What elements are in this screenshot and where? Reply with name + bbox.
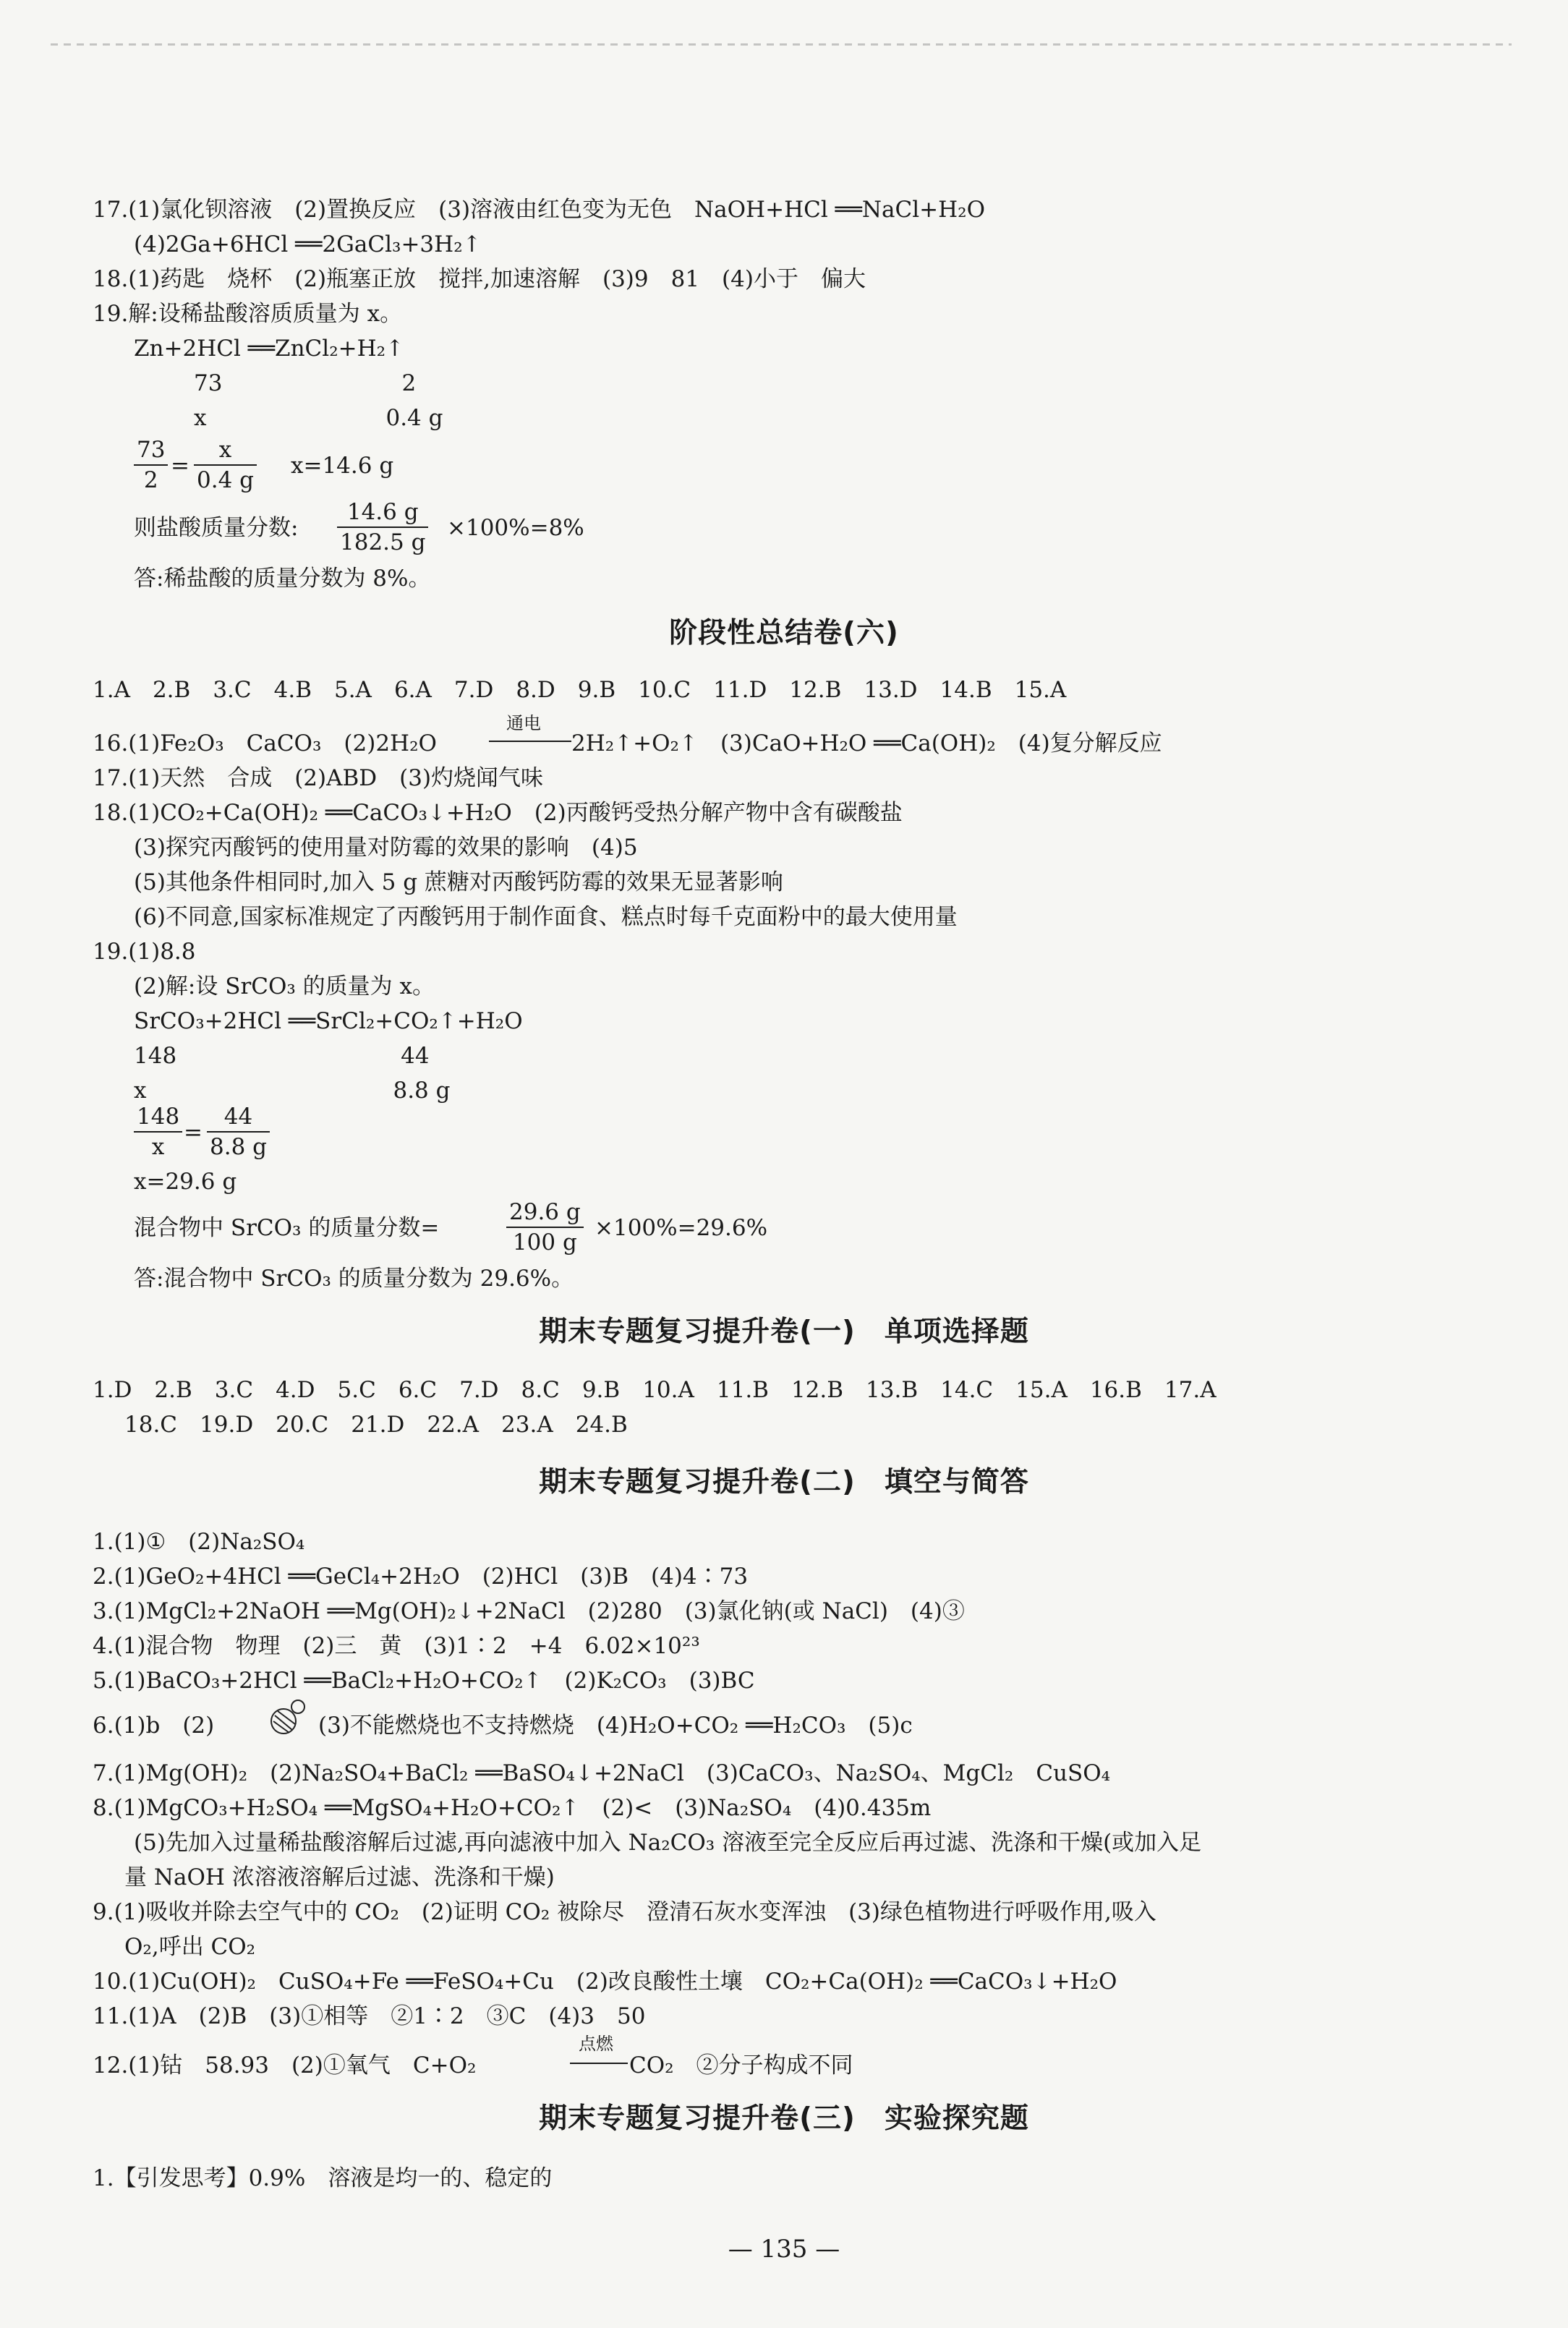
fraction-x-over-0-4g: $\frac{x}{0.4 g}$ [194,435,257,495]
final2-answer-1: 1.(1)① (2)Na₂SO₄ [93,1529,305,1555]
final2-answer-12-b: CO₂ ②分子构成不同 [629,2052,853,2078]
answer-6-18-3: (3)探究丙酸钙的使用量对防霉的效果的影响 (4)5 [134,835,638,861]
fraction-148-over-x: $\frac{148}{x}$ [134,1102,182,1161]
top-scan-border [51,43,1512,46]
answer-19-conclusion: 答:稀盐酸的质量分数为 8%。 [134,566,431,592]
equals-sign: = [171,453,189,479]
answer-6-17: 17.(1)天然 合成 (2)ABD (3)灼烧闻气味 [93,765,544,791]
ratio-row-148: 148 44 [134,1043,430,1069]
final3-answer-1: 1.【引发思考】0.9% 溶液是均一的、稳定的 [93,2165,553,2191]
answer-17: 17.(1)氯化钡溶液 (2)置换反应 (3)溶液由红色变为无色 NaOH+HCl ══NaCl+H₂O [93,197,986,223]
section-title-final-3: 期末专题复习提升卷(三) 实验探究题 [539,2102,1029,2135]
srco3-fraction-result: ×100%=29.6% [595,1215,768,1241]
answer-18: 18.(1)药匙 烧杯 (2)瓶塞正放 搅拌,加速溶解 (3)9 81 (4)小于 偏大 [93,266,866,292]
section-title-final-2: 期末专题复习提升卷(二) 填空与简答 [539,1466,1029,1498]
ratio-row-1: 73 2 [194,370,417,396]
final2-answer-9-a: 9.(1)吸收并除去空气中的 CO₂ (2)证明 CO₂ 被除尽 澄清石灰水变浑浊 (3)绿色植物进行呼吸作用,吸入 [93,1899,1156,1925]
page-number: — 135 — [728,2235,840,2264]
ratio-row-2: x 0.4 g [194,405,443,431]
final1-answers-b: 18.C 19.D 20.C 21.D 22.A 23.A 24.B [124,1412,628,1438]
equals-sign-2: = [184,1120,203,1146]
condition-electrolysis: 通电 [506,713,541,733]
final2-answer-9-b: O₂,呼出 CO₂ [124,1934,256,1960]
section-title-6: 阶段性总结卷(六) [669,617,899,649]
final2-answer-7: 7.(1)Mg(OH)₂ (2)Na₂SO₄+BaCl₂ ══BaSO₄↓+2NaCl (3)CaCO₃、Na₂SO₄、MgCl₂ CuSO₄ [93,1760,1111,1786]
answer-6-18-6: (6)不同意,国家标准规定了丙酸钙用于制作面食、糕点时每千克面粉中的最大使用量 [134,904,958,930]
final2-answer-6-b: (3)不能燃烧也不支持燃烧 (4)H₂O+CO₂ ══H₂CO₃ (5)c [318,1713,913,1739]
answer-6-18-5: (5)其他条件相同时,加入 5 g 蔗糖对丙酸钙防霉的效果无显著影响 [134,869,783,895]
mass-fraction-result: ×100%=8% [447,515,584,541]
molecule-model-icon [269,1698,308,1737]
x-value: x=14.6 g [291,453,394,479]
mass-fraction-label: 则盐酸质量分数: [134,515,299,541]
equation-zn-hcl: Zn+2HCl ══ZnCl₂+H₂↑ [134,336,405,362]
answer-6-16-b: 2H₂↑+O₂↑ (3)CaO+H₂O ══Ca(OH)₂ (4)复分解反应 [571,730,1162,756]
ratio-row-x: x 8.8 g [134,1078,451,1104]
final2-answer-8-5-a: (5)先加入过量稀盐酸溶解后过滤,再向滤液中加入 Na₂CO₃ 溶液至完全反应后再过滤、洗涤和干燥(或加入足 [134,1830,1202,1856]
answer-6-19-2: (2)解:设 SrCO₃ 的质量为 x。 [134,973,435,999]
x-value-2: x=29.6 g [134,1169,237,1195]
reaction-arrow-line [489,741,571,742]
fraction-73-over-2: $\frac{73}{2}$ [134,435,168,495]
answer-6-19: 19.(1)8.8 [93,939,196,965]
answer-19: 19.解:设稀盐酸溶质质量为 x。 [93,301,403,327]
final2-answer-8: 8.(1)MgCO₃+H₂SO₄ ══MgSO₄+H₂O+CO₂↑ (2)< (3)Na₂SO₄ (4)0.435m [93,1795,932,1821]
answer-17-4: (4)2Ga+6HCl ══2GaCl₃+3H₂↑ [134,231,482,257]
final2-answer-12-a: 12.(1)钴 58.93 (2)①氧气 C+O₂ [93,2052,477,2078]
final2-answer-3: 3.(1)MgCl₂+2NaOH ══Mg(OH)₂↓+2NaCl (2)280 (3)氯化钠(或 NaCl) (4)③ [93,1598,965,1624]
final2-answer-2: 2.(1)GeO₂+4HCl ══GeCl₄+2H₂O (2)HCl (3)B (4)4∶73 [93,1564,749,1590]
reaction-arrow-line-2 [570,2063,628,2064]
srco3-fraction-label: 混合物中 SrCO₃ 的质量分数= [134,1215,440,1241]
final2-answer-10: 10.(1)Cu(OH)₂ CuSO₄+Fe ══FeSO₄+Cu (2)改良酸性土壤 CO₂+Ca(OH)₂ ══CaCO₃↓+H₂O [93,1969,1117,1995]
final2-answer-8-5-b: 量 NaOH 浓溶液溶解后过滤、洗涤和干燥) [124,1864,555,1890]
answer-6-19-conclusion: 答:混合物中 SrCO₃ 的质量分数为 29.6%。 [134,1266,574,1292]
fraction-44-over-8-8g: $\frac{44}{8.8 g}$ [207,1102,270,1161]
final2-answer-6-a: 6.(1)b (2) [93,1713,215,1739]
choice-answers-6: 1.A 2.B 3.C 4.B 5.A 6.A 7.D 8.D 9.B 10.C 11.D 12.B 13.D 14.B 15.A [93,677,1067,703]
fraction-14-6-over-182-5: $\frac{14.6 g}{182.5 g}$ [337,498,428,557]
answer-6-18: 18.(1)CO₂+Ca(OH)₂ ══CaCO₃↓+H₂O (2)丙酸钙受热分解产物中含有碳酸盐 [93,800,903,826]
answer-6-16-a: 16.(1)Fe₂O₃ CaCO₃ (2)2H₂O [93,730,437,756]
final2-answer-5: 5.(1)BaCO₃+2HCl ══BaCl₂+H₂O+CO₂↑ (2)K₂CO₃ (3)BC [93,1668,755,1694]
section-title-final-1: 期末专题复习提升卷(一) 单项选择题 [539,1316,1029,1348]
condition-ignite: 点燃 [579,2034,613,2054]
final2-answer-4: 4.(1)混合物 物理 (2)三 黄 (3)1∶2 +4 6.02×10²³ [93,1633,700,1659]
fraction-29-6-over-100: $\frac{29.6 g}{100 g}$ [506,1198,584,1257]
final1-answers-a: 1.D 2.B 3.C 4.D 5.C 6.C 7.D 8.C 9.B 10.A 11.B 12.B 13.B 14.C 15.A 16.B 17.A [93,1377,1217,1403]
equation-srco3: SrCO₃+2HCl ══SrCl₂+CO₂↑+H₂O [134,1008,523,1034]
final2-answer-11: 11.(1)A (2)B (3)①相等 ②1∶2 ③C (4)3 50 [93,2003,646,2029]
